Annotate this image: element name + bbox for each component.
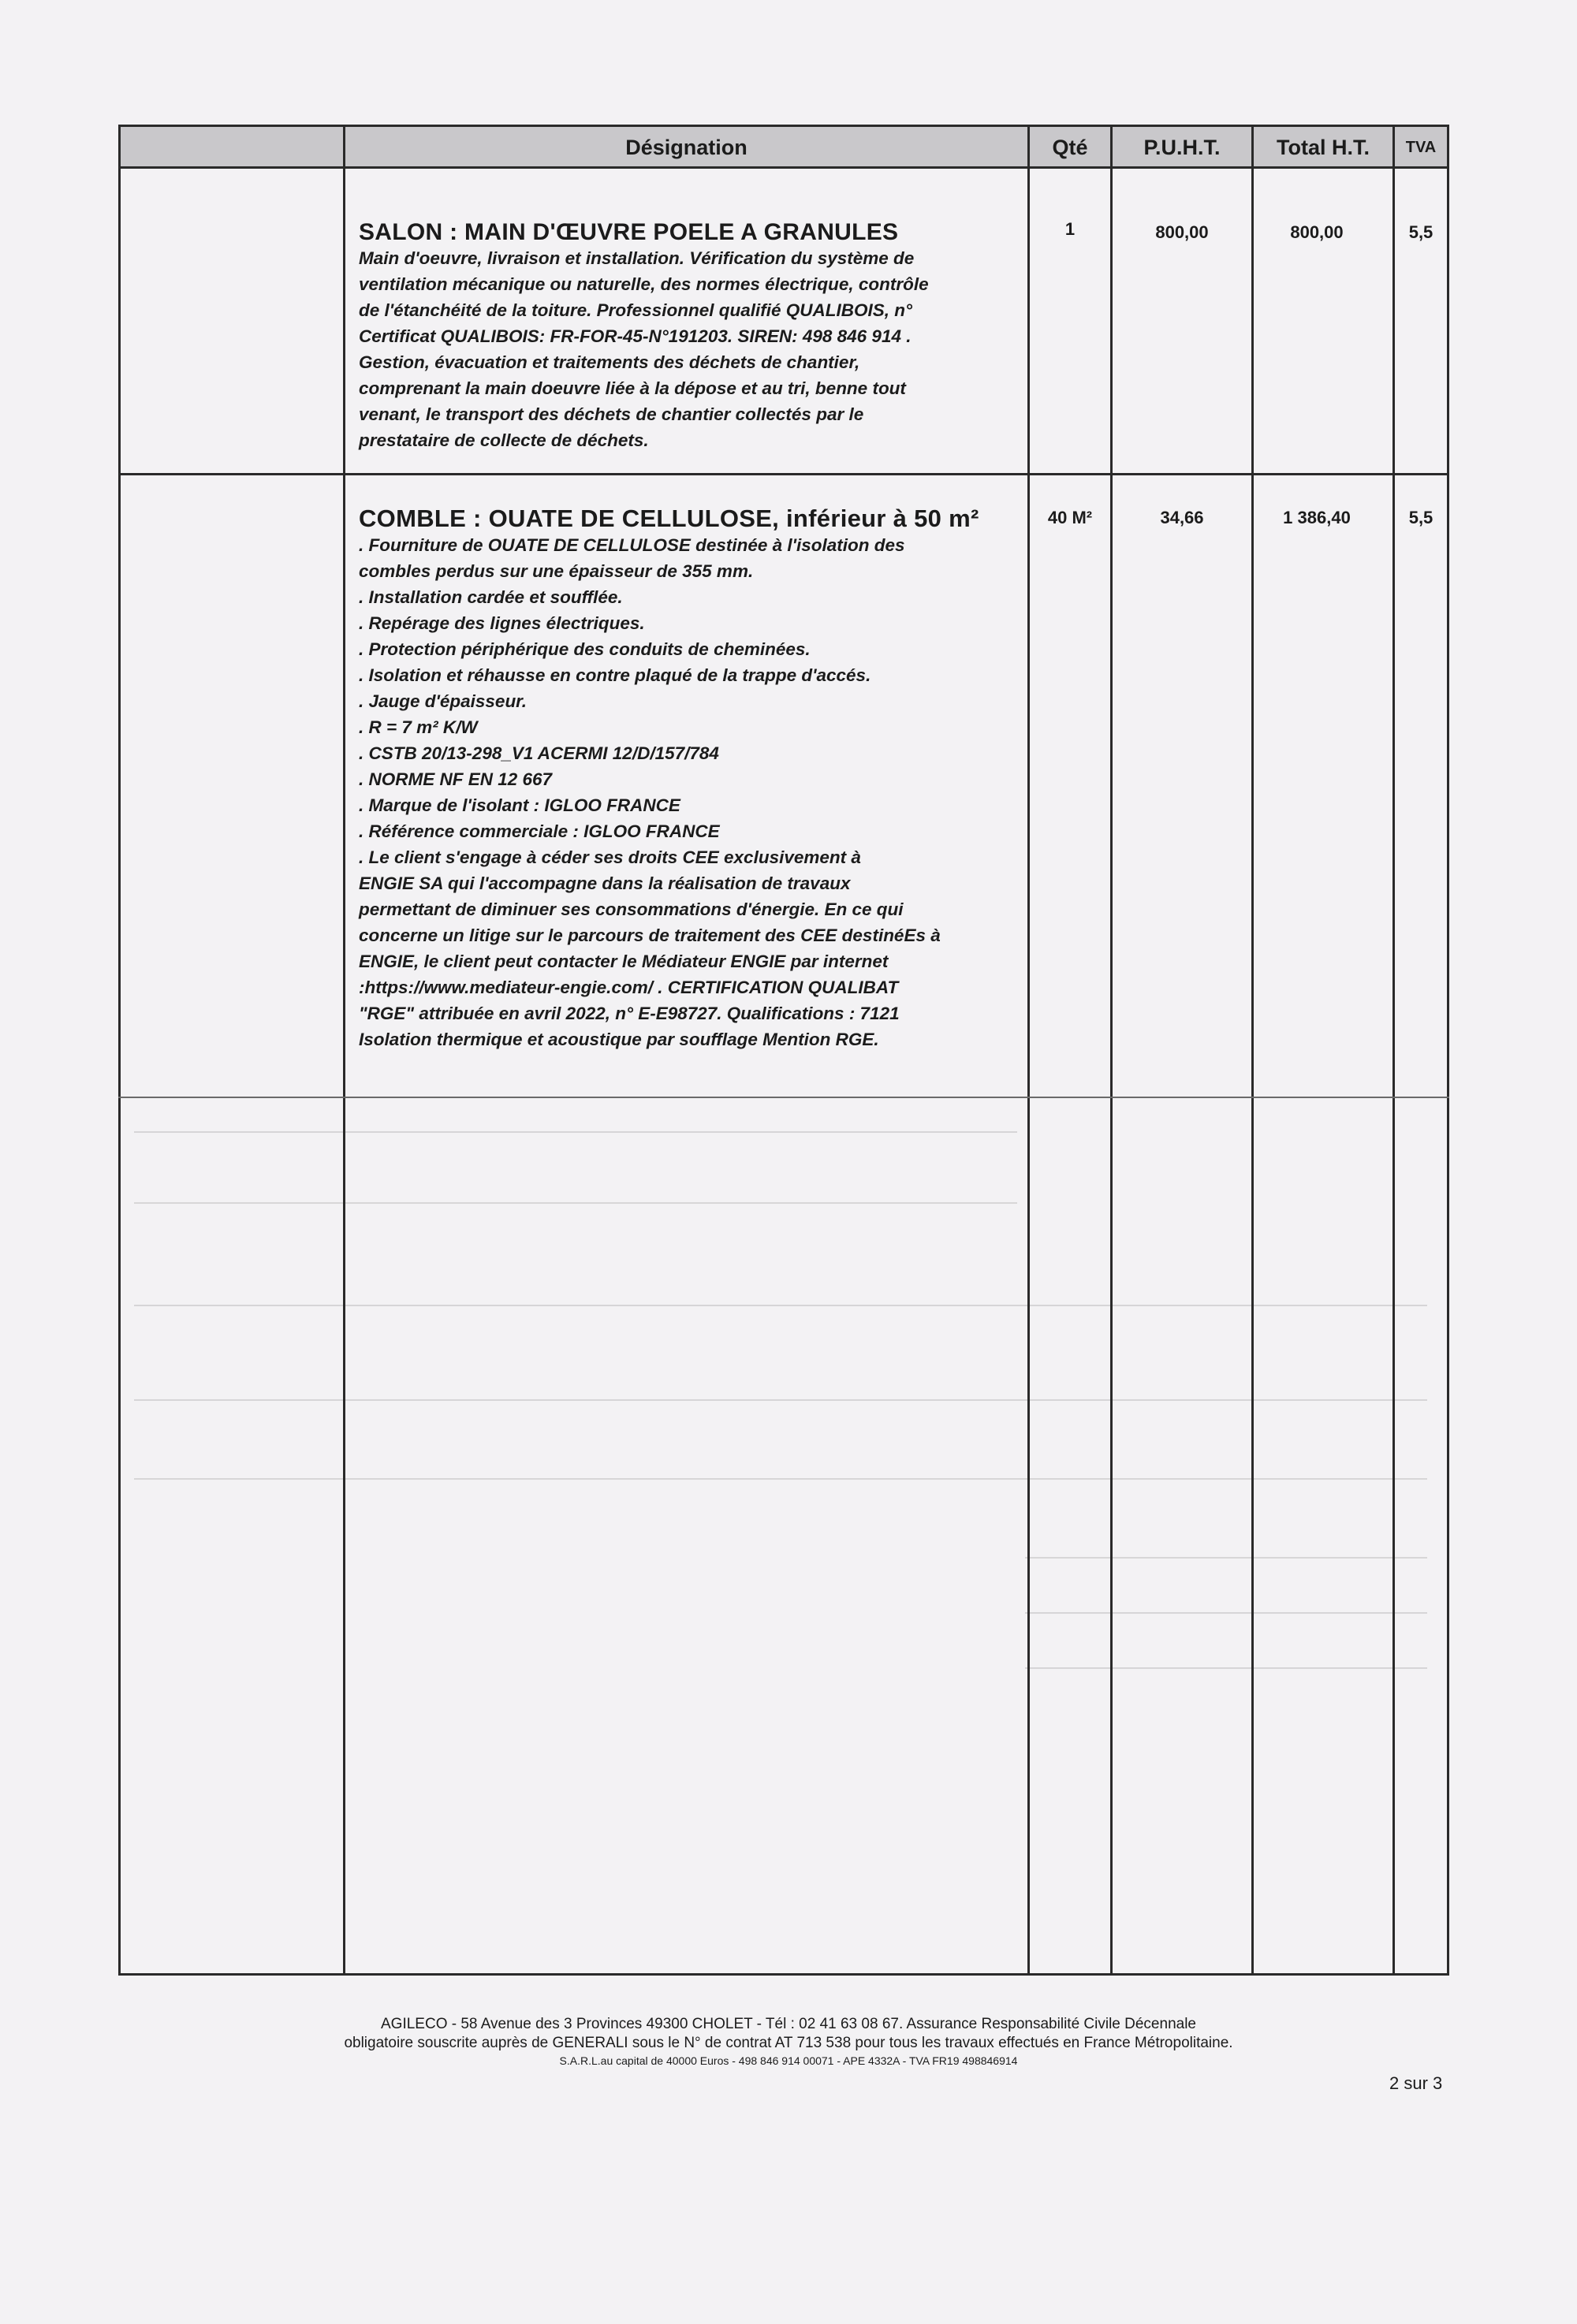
column-divider — [1110, 125, 1113, 1976]
row-title-salon: SALON : MAIN D'ŒUVRE POELE A GRANULES — [359, 219, 899, 245]
header-tva: TVA — [1405, 139, 1437, 156]
footer-legal-line: S.A.R.L.au capital de 40000 Euros - 498 846 914 00071 - APE 4332A - TVA FR19 498846914 — [559, 2054, 1018, 2067]
column-divider — [343, 125, 345, 1976]
header-total: Total H.T. — [1277, 136, 1370, 159]
table-border-left — [118, 125, 121, 1976]
row-divider — [118, 1097, 1449, 1098]
quote-table — [118, 125, 1449, 1976]
row-description-salon: Main d'oeuvre, livraison et installation. Vérification du système de ventilation mécanique ou naturelle, des normes électrique, contrôle de l'étanchéité de la toiture. Professionnel qualifié QUALIBOIS, n° Certificat QUALIBOIS: FR-FOR-45-N°191203. SIREN: 498 846 914 . Gestion, évacuation et traitements des déchets de chantier, comprenant la main doeuvre liée à la dépose et au tri, benne tout venant, le transport des déchets de chantier collectés par le prestataire de collecte de déchets. — [359, 248, 929, 450]
column-divider — [1027, 125, 1030, 1976]
row-tva: 5,5 — [1408, 222, 1433, 242]
table-border-right — [1447, 125, 1449, 1976]
row-title-comble: COMBLE : OUATE DE CELLULOSE, inférieur à 50 m² — [359, 505, 979, 532]
footer-insurance-line: obligatoire souscrite auprès de GENERALI sous le N° de contrat AT 713 538 pour tous les travaux effectués en France Métropolitaine. — [344, 2035, 1233, 2051]
header-unit-price: P.U.H.T. — [1143, 136, 1221, 159]
row-qty: 40 M² — [1047, 508, 1093, 527]
column-divider — [1251, 125, 1254, 1976]
row-unit-price: 800,00 — [1155, 222, 1209, 242]
footer-company-line: AGILECO - 58 Avenue des 3 Provinces 49300 CHOLET - Tél : 02 41 63 08 67. Assurance Responsabilité Civile Décennale — [381, 2016, 1196, 2032]
row-tva: 5,5 — [1408, 508, 1433, 527]
table-border-bottom — [118, 1973, 1449, 1976]
row-total: 1 386,40 — [1283, 508, 1351, 527]
row-divider — [118, 473, 1449, 475]
column-divider — [1392, 125, 1395, 1976]
header-designation: Désignation — [625, 136, 747, 159]
row-unit-price: 34,66 — [1160, 508, 1204, 527]
row-qty: 1 — [1064, 219, 1076, 239]
page-number: 2 sur 3 — [1389, 2073, 1443, 2093]
row-description-comble: . Fourniture de OUATE DE CELLULOSE destinée à l'isolation des combles perdus sur une épaisseur de 355 mm. . Installation cardée et soufflée. . Repérage des lignes électriques. . Protection périphérique des conduits de cheminées. . Isolation et réhausse en contre plaqué de la trappe d'accés. . Jauge d'épaisseur. . R = 7 m² K/W . CSTB 20/13-298_V1 ACERMI 12/D/157/784 . NORME NF EN 12 667 . Marque de l'isolant : IGLOO FRANCE . Référence commerciale : IGLOO FRANCE . Le client s'engage à céder ses droits CEE exclusivement à ENGIE SA qui l'accompagne dans la réalisation de travaux permettant de diminuer ses consommations d'énergie. En ce qui concerne un litige sur le parcours de traitement des CEE destinéEs à ENGIE, le client peut contacter le Médiateur ENGIE par internet :https://www.mediateur-engie.com/ . CERTIFICATION QUALIBAT "RGE" attribuée en avril 2022, n° E-E98727. Qualifications : 7121 Isolation thermique et acoustique par soufflage Mention RGE. — [359, 535, 941, 1049]
header-qty: Qté — [1052, 136, 1088, 159]
row-total: 800,00 — [1290, 222, 1344, 242]
